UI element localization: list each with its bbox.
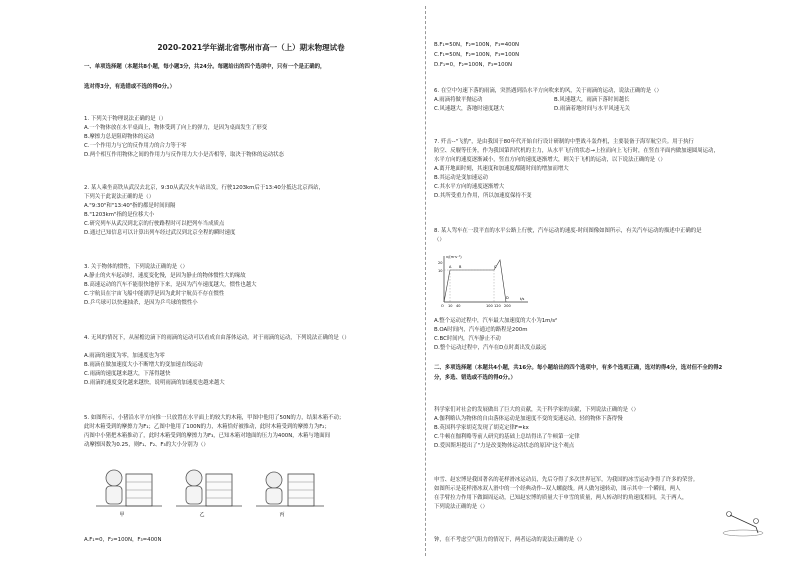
right-text-line: 钟，在不考虑空气阻力的情况下，两者运动的说法正确的是（） — [434, 537, 585, 543]
x-tick-o: O — [441, 304, 444, 308]
left-text-line: B.雨滴在做加速度大小不断增大的变加速直线运动 — [84, 362, 203, 368]
left-text-line: C.研究列车从武汉到北京的行驶路程时可以把列车当成质点 — [84, 221, 225, 227]
right-text-line: C.其水平方向的速度逐渐增大 — [434, 184, 505, 190]
label-bing: 丙 — [279, 512, 285, 518]
panel-jia — [96, 470, 162, 506]
left-text-line: A.静止的火车起动时，速度变化慢，是因为静止的物体惯性大的缘故 — [84, 273, 246, 279]
left-text-line: 下列关于此说法正确的是（） — [84, 194, 155, 200]
left-text-line: A.一个物体放在水平桌面上，物体受到了向上的弹力，是因为桌面发生了形变 — [84, 125, 268, 131]
label-yi: 乙 — [199, 512, 205, 518]
left-text-line: 2. 某人乘坐高铁从武汉去北京，9:30从武汉火车站出发，行驶1203km后于13:40分抵达北京西站， — [84, 185, 324, 191]
right-text-line: 分，多选、错选或不选的得0分。） — [434, 375, 516, 381]
left-text-line: B.摩擦力总是阻碍物体的运动 — [84, 134, 155, 140]
x-tick-40: 40 — [456, 304, 461, 308]
right-column — [434, 0, 774, 562]
right-text-line: 在手臂拉力作用下做圆周运动，已知赵宏博的质量大于申雪的质量，两人转动时的角速度相同，关于两人， — [434, 495, 688, 501]
right-text-line: 申雪、赵宏博是我国著名的花样滑冰运动员，先后夺得了多次世界冠军，为我国的冰雪运动争得了许多的荣誉。 — [434, 477, 699, 483]
left-text-line: 1. 下列关于物理说法正确的是（） — [84, 116, 167, 122]
right-text-line: C.BC时间内，汽车静止不动 — [434, 336, 501, 342]
left-text-line: 5. 如图所示，小猪沿水平方向推一只放置在水平面上的较大的木箱，甲图中他用了50N的力，结果木箱不动； — [84, 415, 345, 421]
right-text-line: B.F₁=50N，F₂=100N，F₃=400N — [434, 42, 520, 48]
right-text-line: 水平方向的速度逐渐减小，竖直方向的速度逐渐增大，则关于飞机的运动，以下说法正确的是（） — [434, 157, 666, 163]
left-text-line: B."1203km"指的是位移大小 — [84, 212, 155, 218]
right-text-line: B.OA时间内，汽车通过的路程是200m — [434, 327, 528, 333]
right-text-line: A.整个运动过程中，汽车最大加速度的大小为1m/s² — [434, 318, 558, 324]
left-text-line: 此时木箱受到的摩擦力为F₁；乙图中他用了100N的力，木箱恰好被推动，此时木箱受到的摩擦力为F₂； — [84, 424, 330, 430]
left-text-line: D.乒乓球可以快速抽杀，是因为乒乓球的惯性小 — [84, 300, 198, 306]
point-c: C — [494, 265, 497, 269]
right-text-line: B.其运动是变加速运动 — [434, 175, 488, 181]
point-d: D — [506, 296, 509, 300]
q6-option-d: D.雨滴着地时间与水平风速无关 — [554, 106, 630, 112]
left-text-line: 3. 关于物体的惯性，下列说法正确的是（） — [84, 264, 188, 270]
right-text-line: 6. 在空中匀速下落的雨滴，突然遇到沿水平方向吹来的风，关于雨滴的运动，说法正确的是（） — [434, 88, 662, 94]
right-text-line: C.牛顿在伽利略等前人研究的基础上总结得出了牛顿第一定律 — [434, 434, 580, 440]
x-tick-120: 120 — [494, 304, 501, 308]
left-text-line: D.雨滴的速度变化越来越快，说明雨滴的加速度也越来越大 — [84, 380, 225, 386]
panel-yi — [176, 470, 242, 506]
left-text-line: C.一个作用力与它的反作用力的合力等于零 — [84, 143, 187, 149]
segment-bcd — [458, 260, 506, 302]
vt-graph — [436, 252, 532, 308]
right-text-line: 8. 某人驾车在一段平直的水平公路上行驶，汽车运动的速度-时间图像如图所示，有关汽车运动的描述中正确的是 — [434, 228, 702, 234]
left-text-line: 丙图中小猪把木箱推动了，此时木箱受到的摩擦力为F₃，已知木箱对地面的压力为400N，木箱与地面间 — [84, 433, 330, 439]
left-text-line: D.两个相互作用物体之间的作用力与反作用力大小是否相等，取决于物体的运动状态 — [84, 152, 284, 158]
right-text-line: D.F₁=0，F₂=100N，F₃=100N — [434, 62, 513, 68]
right-text-line: 二、多项选择题（本题共4小题，共16分。每小题给出的四个选项中，有多个选项正确，选对的得4分，选对但不全的得2 — [434, 365, 723, 371]
y-tick-20: 20 — [438, 261, 443, 265]
left-text-line: 选对得3分，有选错或不选的得0分。） — [84, 84, 176, 90]
q5-figure — [92, 456, 332, 520]
t-axis-label: t/s — [520, 297, 525, 301]
right-text-line: C.F₁=50N，F₂=100N，F₃=100N — [434, 52, 520, 58]
right-text-line: 如图所示是花样滑冰双人滑中的一个经典动作--双人螺旋线。两人做匀速转动，图示其中一个瞬间，两人 — [434, 486, 681, 492]
left-text-line: 动摩擦因数为0.25，则F₁、F₂、F₃的大小分别为（） — [84, 442, 209, 448]
right-text-line: 下列说法正确的是（） — [434, 504, 488, 510]
left-text-line: B.高速运动的汽车不能很快地停下来，是因为汽车速度越大，惯性也越大 — [84, 282, 257, 288]
right-text-line: 科学家们对社会的发展做出了巨大的贡献，关于科学家的贡献，下列说法正确的是（） — [434, 407, 639, 413]
column-divider — [425, 6, 426, 556]
left-text-line: 4. 无风的情况下，从屋檐边滴下的雨滴的运动可以看成自由落体运动，对于雨滴的运动，下列说法正确的是（） — [84, 335, 350, 341]
x-tick-200: 200 — [504, 304, 511, 308]
left-text-line: D.通过已知信息可以计算出列车经过武汉到北京全程的瞬时速度 — [84, 230, 236, 236]
x-tick-10: 10 — [448, 304, 453, 308]
left-column — [84, 0, 418, 562]
x-tick-100: 100 — [486, 304, 493, 308]
right-text-line: A.离开地面时刻，其速度和加速度都随时间的增加而增大 — [434, 166, 569, 172]
page-title: 2020-2021学年湖北省鄂州市高一（上）期末物理试卷 — [157, 43, 345, 52]
right-text-line: D.其所受重力作用，所以加速度保持不变 — [434, 193, 532, 199]
skater-figure — [720, 507, 766, 537]
q6-option-b: B.风速越大，雨滴下落时间越长 — [554, 97, 630, 103]
label-jia: 甲 — [119, 512, 125, 518]
right-text-line: C.风速越大，落地时速度越大 — [434, 106, 505, 112]
right-text-line: B.英国科学家胡克发现了胡克定律F=kx — [434, 425, 529, 431]
right-text-line: 防空、反舰等任务，作为我国第四代机的主力，从水平飞行的状态→上拉而向上飞行时，在竖直平面内做加速圆周运动， — [434, 148, 719, 154]
v-axis-label: v/(m·s⁻¹) — [446, 255, 462, 259]
segment-oa — [444, 270, 458, 302]
left-text-line: C.雨滴的速度越来越大，下落得越快 — [84, 371, 171, 377]
right-text-line: A.伽利略认为物体的自由落体运动是加速度不变的变速运动，轻的物体下落得慢 — [434, 416, 623, 422]
panel-bing — [256, 472, 324, 506]
left-text-line: C.宇航员在宇宙飞船中能漂浮是因为此时宇航员不存在惯性 — [84, 291, 225, 297]
left-text-line: A."9:30"和"13:40"指的都是时间间隔 — [84, 203, 176, 209]
right-text-line: （） — [434, 237, 445, 243]
right-text-line: D.整个运动过程中，汽车在D点时离出发点最远 — [434, 345, 547, 351]
right-text-line: A.雨滴将做平抛运动 — [434, 97, 483, 103]
right-text-line: D.爱因斯坦提出了"力是改变物体运动状态的原因"这个观点 — [434, 443, 575, 449]
right-text-line: 7. 歼击--"飞豹"，是由我国于80年代开始自行设计研制的中型战斗轰炸机，主要装备于海军航空兵。用于执行 — [434, 139, 694, 145]
y-tick-10: 10 — [438, 269, 443, 273]
left-text-line: 一、单项选择题（本题共8小题，每小题3分，共24分。每题给出的四个选项中，只有一个是正确的， — [84, 64, 326, 70]
point-b: B — [459, 265, 462, 269]
left-text-line: A.雨滴的速度为零，加速度也为零 — [84, 353, 165, 359]
point-a: A — [449, 265, 452, 269]
left-text-line: A.F₁=0，F₂=100N，F₃=400N — [84, 537, 162, 543]
